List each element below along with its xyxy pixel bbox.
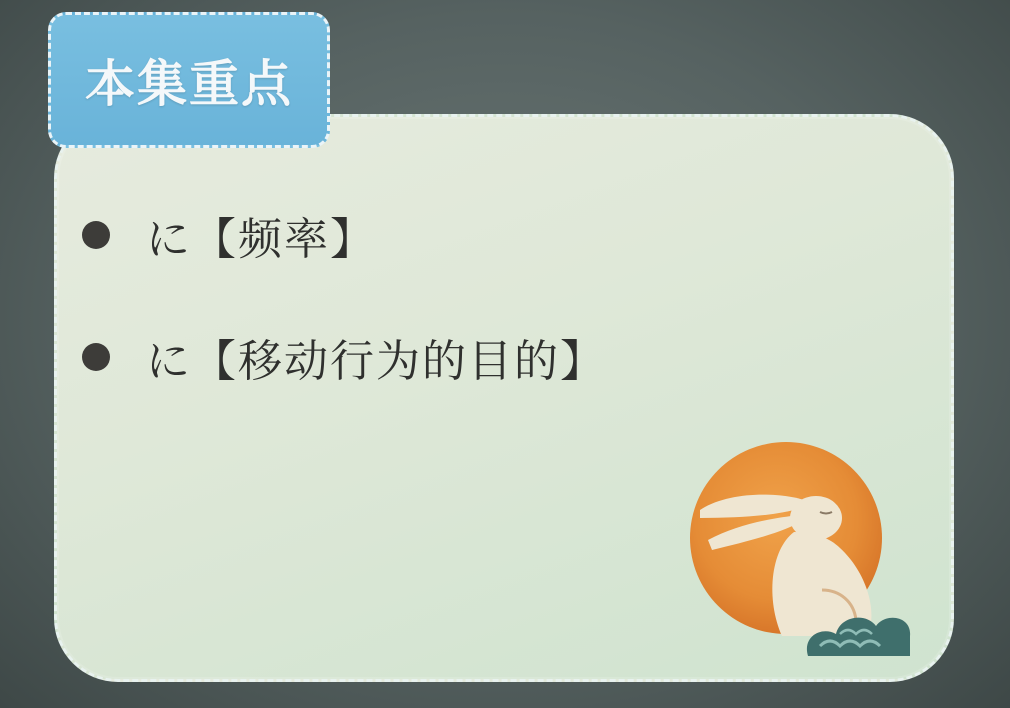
bullet-dot-icon [82,343,110,371]
bullet-text-1: に【频率】 [146,214,376,265]
title-tab [48,12,330,148]
bullet-item-2 [82,318,606,396]
bullet-item-1 [82,196,606,274]
bullet-dot-icon [82,221,110,249]
slide-title: 本集重点 [85,55,293,113]
moon-rabbit-illustration [690,440,918,660]
bullet-list [82,196,606,440]
bullet-text-2: に【移动行为的目的】 [146,336,606,387]
